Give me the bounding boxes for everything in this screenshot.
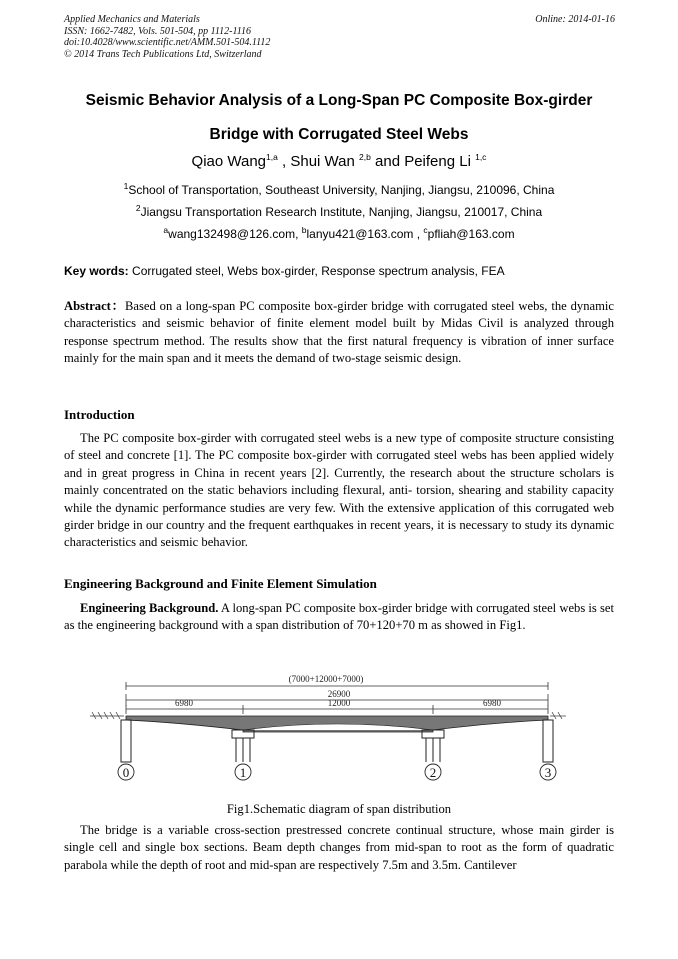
bridge-description-paragraph: The bridge is a variable cross-section prestressed concrete continual structure, whose main girder is single cell and single box sections. Beam depth changes from mid-span to root as the form of quadratic parabola while the depth of root and mid-span are respectively 7.5m and 3.5m. Cantilever	[64, 823, 614, 872]
dim-label-total: 26900	[327, 689, 351, 699]
dim-label-right-span: 6980	[483, 698, 501, 708]
dim-label-left-span: 6980	[175, 698, 193, 708]
abstract	[64, 298, 614, 368]
paper-title-line-2: Bridge with Corrugated Steel Webs	[209, 126, 469, 143]
author-1: Qiao Wang	[191, 153, 267, 170]
issn-line: ISSN: 1662-7482, Vols. 501-504, pp 1112-1116	[64, 25, 252, 37]
email-list: $^a$wang132498@126.com, $^b$lanyu421@163.com , $^c$pfliah@163.com	[163, 225, 515, 241]
keywords-text: Corrugated steel, Webs box-girder, Response spectrum analysis, FEA	[128, 264, 505, 278]
online-date: Online: 2014-01-16	[535, 14, 615, 25]
pier-label-0: 0	[122, 765, 130, 780]
journal-name: Applied Mechanics and Materials	[64, 14, 200, 25]
introduction-paragraph: The PC composite box-girder with corrugated steel webs is a new type of composite structure consisting of steel and concrete [1]. The PC composite box-girder with corrugated steel webs has been applied widely and in great progress in China in recent years [2]. Currently, the research about the structure scholars is mainly concentrated on the static behaviors including flexural, anti- torsion, shearing and stability capacity while the dynamic performance studies are very few. With the extensive application of this corrugated web girder bridge in our country and the frequent earthquakes in recent years, it is necessary to study its dynamic characteristics and seismic behavior.	[64, 431, 614, 550]
pier-label-2: 2	[429, 765, 437, 780]
keywords	[64, 264, 505, 278]
email-b[interactable]: lanyu421@163.com ,	[306, 227, 424, 241]
affiliation-1: $^1$School of Transportation, Southeast University, Nanjing, Jiangsu, 210096, China	[123, 181, 555, 197]
abstract-text: Based on a long-span PC composite box-girder bridge with corrugated steel webs, the dynamic characteristics and seismic behavior of finite element model built by Midas Civil is analyzed through response spectrum method. The results show that the first natural frequency is vibration of inner surface mainly for the main span and it meets the demand of two-stage seismic design.	[64, 299, 614, 366]
abstract-label: Abstract：	[64, 299, 125, 313]
paper-title-line-1: Seismic Behavior Analysis of a Long-Span PC Composite Box-girder	[85, 92, 593, 109]
doi-line[interactable]: doi:10.4028/www.scientific.net/AMM.501-504.1112	[64, 37, 271, 48]
affiliation-2: $^2$Jiangsu Transportation Research Institute, Nanjing, Jiangsu, 210017, China	[135, 203, 543, 219]
dim-label-top: (7000+12000+7000)	[288, 674, 364, 684]
author-list: Qiao Wang$^{1,a}$ , Shui Wan $^{2,b}$ and Peifeng Li $^{1,c}$	[191, 152, 487, 170]
email-a[interactable]: wang132498@126.com,	[168, 227, 302, 241]
subsection-label: Engineering Background.	[80, 601, 219, 615]
figure-caption: Fig1.Schematic diagram of span distribution	[226, 802, 452, 816]
span-diagram-figure	[88, 672, 568, 784]
pier-label-3: 3	[544, 765, 552, 780]
dim-label-main-span: 12000	[327, 698, 351, 708]
engineering-paragraph: Engineering Background. A long-span PC composite box-girder bridge with corrugated steel webs is set as the engineering background with a span distribution of 70+120+70 m as showed in Fig1.	[64, 601, 614, 633]
journal-header	[64, 14, 270, 60]
section-heading-engineering: Engineering Background and Finite Element Simulation	[64, 576, 377, 591]
copyright-line: © 2014 Trans Tech Publications Ltd, Switzerland	[64, 48, 262, 60]
email-c[interactable]: pfliah@163.com	[427, 227, 515, 241]
keywords-label: Key words:	[64, 264, 129, 278]
pier-label-1: 1	[239, 765, 247, 780]
section-heading-introduction: Introduction	[64, 407, 135, 422]
